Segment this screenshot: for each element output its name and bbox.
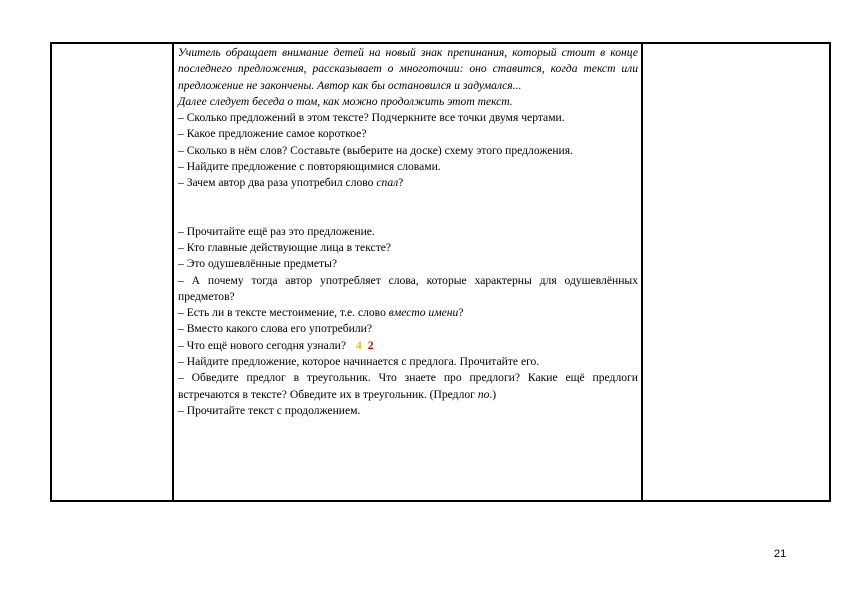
blank-gap [178, 192, 638, 224]
question-line [178, 305, 638, 321]
question-line: – Какое предложение самое короткое? [178, 127, 367, 141]
question-line: – Сколько предложений в этом тексте? Подчеркните все точки двумя чертами. [178, 111, 565, 125]
question-line: – Найдите предложение, которое начинается с предлога. Прочитайте его. [178, 355, 540, 369]
question-line [178, 175, 638, 191]
lesson-table [50, 42, 831, 502]
question-line: – Кто главные действующие лица в тексте? [178, 240, 392, 254]
question-line: – А почему тогда автор употребляет слова, которые характерны для одушевлённых предметов? [178, 273, 638, 303]
question-line: – Прочитайте ещё раз это предложение. [178, 224, 375, 238]
question-text: – Обведите предлог в треугольник. Что знаете про предлоги? Какие ещё предлоги встречаются в тексте? Обведите их в треугольник. (Предлог [178, 371, 638, 401]
emphasized-phrase: вместо имени [388, 306, 459, 320]
question-mark: ? [458, 306, 464, 320]
emphasized-word: спал [376, 176, 399, 190]
lesson-text [178, 45, 638, 419]
question-line: – Найдите предложение с повторяющимися словами. [178, 160, 441, 174]
question-line: – Вместо какого слова его употребили? [178, 322, 372, 336]
question-mark: ? [398, 176, 404, 190]
question-line: – Сколько в нём слов? Составьте (выберите на доске) схему этого предложения. [178, 143, 573, 157]
question-text: – Есть ли в тексте местоимение, т.е. слово [178, 306, 389, 320]
teacher-note: Учитель обращает внимание детей на новый знак препинания, который стоит в конце последнего предложения, рассказывает о многоточии: оно ставится, когда текст или предложение не закончены. Автор как бы остановился и задумался... [178, 46, 638, 92]
left-column-cell [51, 43, 173, 501]
discussion-note: Далее следует беседа о том, как можно продолжить этот текст. [178, 94, 513, 108]
emphasized-word: по [477, 387, 490, 401]
closing-text: .) [489, 387, 497, 401]
question-line: – Прочитайте текст с продолжением. [178, 403, 361, 417]
question-line [178, 338, 638, 354]
right-column-cell [642, 43, 830, 501]
question-line [178, 370, 638, 403]
question-line: – Это одушевлённые предметы? [178, 257, 338, 271]
content-cell [173, 43, 642, 501]
question-text: – Зачем автор два раза употребил слово [178, 176, 377, 190]
question-text: – Что ещё нового сегодня узнали? [178, 338, 346, 352]
table-row [51, 43, 830, 501]
red-number: 2 [367, 338, 374, 352]
page-number: 21 [774, 548, 787, 560]
yellow-number: 4 [355, 338, 362, 352]
